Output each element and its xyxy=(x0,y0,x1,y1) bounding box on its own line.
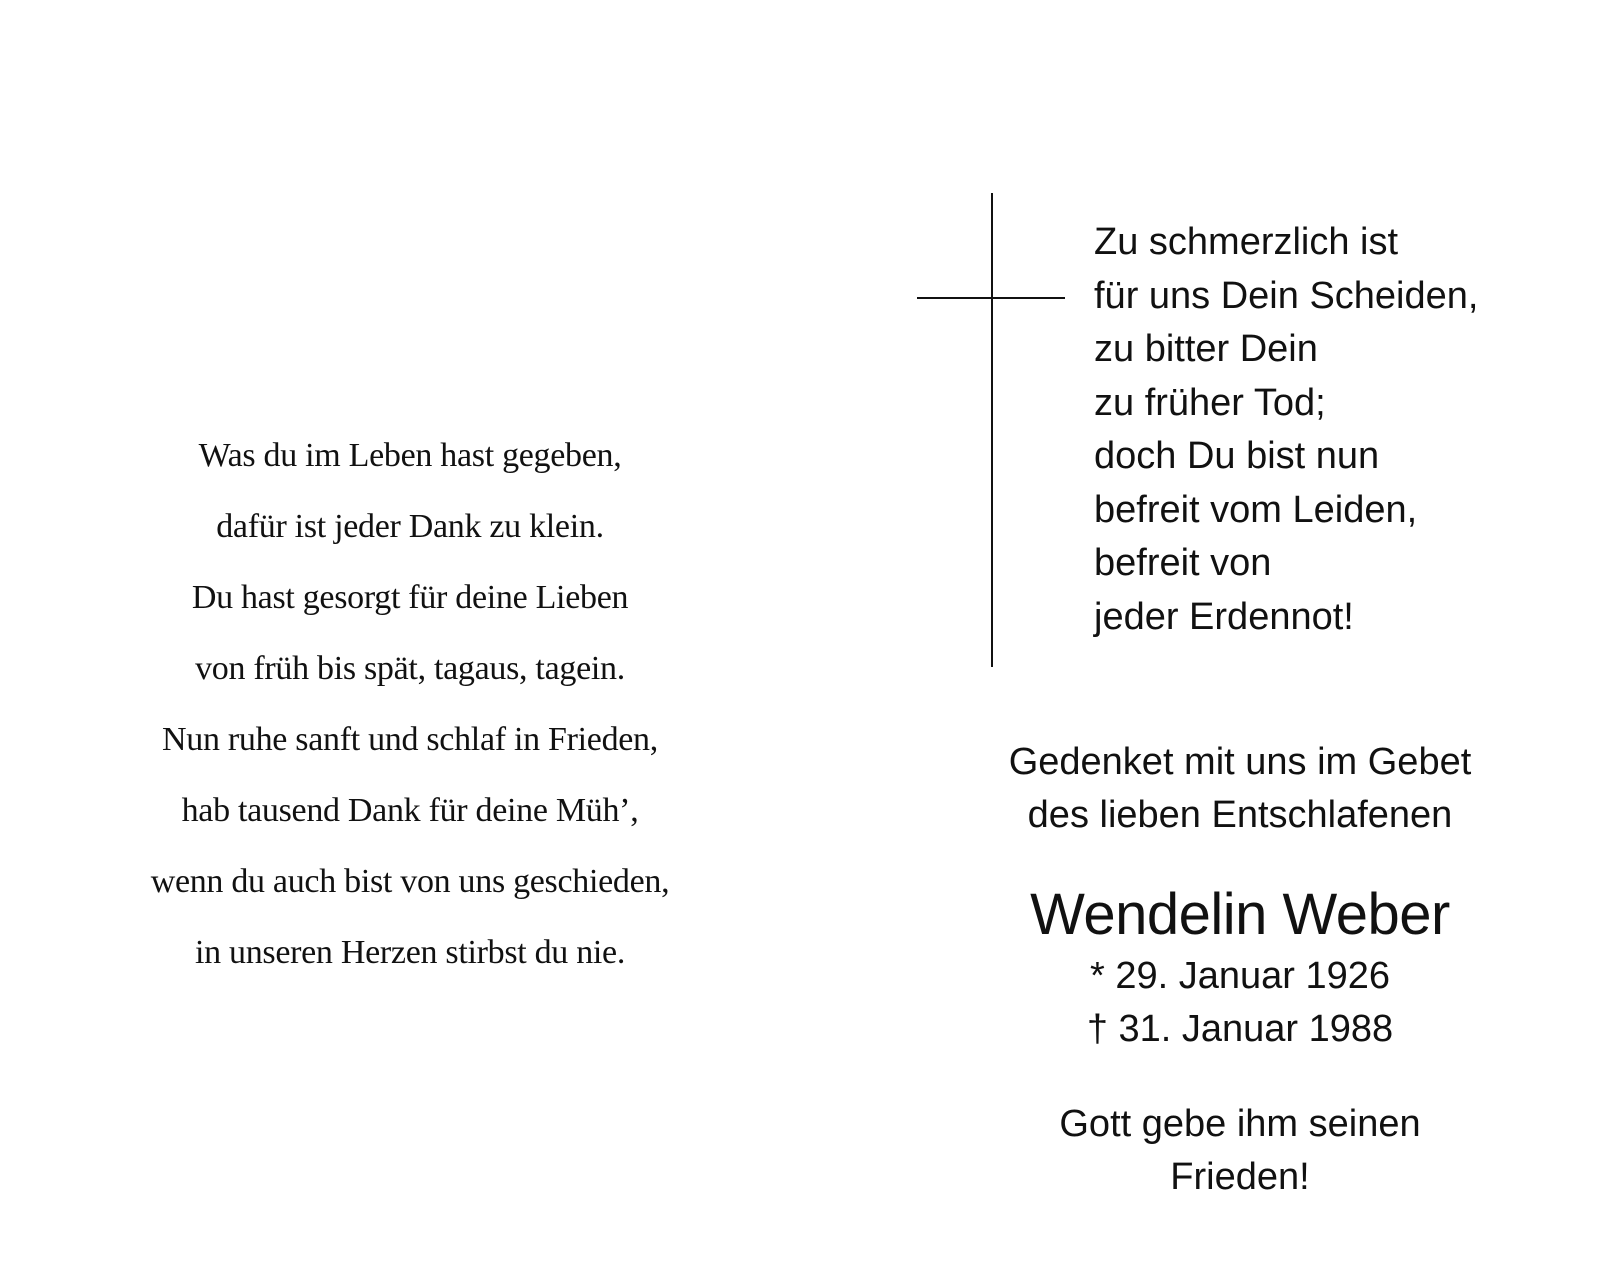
dedication-line: Gedenket mit uns im Gebet xyxy=(1008,741,1472,783)
closing-line: Gott gebe ihm seinen xyxy=(1059,1103,1421,1145)
poem-line: Du hast gesorgt für deine Lieben xyxy=(191,579,629,616)
poem-line: von früh bis spät, tagaus, tagein. xyxy=(195,650,625,687)
poem-line: doch Du bist nun xyxy=(1094,435,1380,477)
life-dates xyxy=(900,950,1580,1056)
poem-line: für uns Dein Scheiden, xyxy=(1094,274,1479,317)
death-date: † 31. Januar 1988 xyxy=(1086,1008,1394,1050)
deceased-name: Wendelin Weber xyxy=(1030,882,1450,947)
poem-line: Zu schmerzlich ist xyxy=(1094,221,1399,263)
dedication xyxy=(900,736,1580,842)
poem-line: befreit von xyxy=(1094,542,1272,584)
poem-line: wenn du auch bist von uns geschieden, xyxy=(150,863,670,900)
poem-line: befreit vom Leiden, xyxy=(1094,488,1418,531)
cross-horizontal-bar xyxy=(917,297,1065,299)
poem-line: in unseren Herzen stirbst du nie. xyxy=(194,934,626,971)
poem-line: Was du im Leben hast gegeben, xyxy=(198,437,622,474)
poem-line: dafür ist jeder Dank zu klein. xyxy=(216,508,604,545)
closing-line: Frieden! xyxy=(1170,1156,1310,1198)
cross-vertical-bar xyxy=(991,193,993,667)
poem-line: zu bitter Dein xyxy=(1094,328,1318,370)
birth-date: * 29. Januar 1926 xyxy=(1089,955,1390,997)
dedication-line: des lieben Entschlafenen xyxy=(1027,794,1453,836)
poem-line: zu früher Tod; xyxy=(1094,381,1326,424)
left-poem xyxy=(60,420,760,988)
closing-blessing xyxy=(900,1098,1580,1204)
poem-line: Nun ruhe sanft und schlaf in Frieden, xyxy=(162,721,658,758)
poem-line: jeder Erdennot! xyxy=(1094,595,1354,638)
right-poem xyxy=(1094,216,1594,644)
poem-line: hab tausend Dank für deine Müh’, xyxy=(181,792,639,829)
